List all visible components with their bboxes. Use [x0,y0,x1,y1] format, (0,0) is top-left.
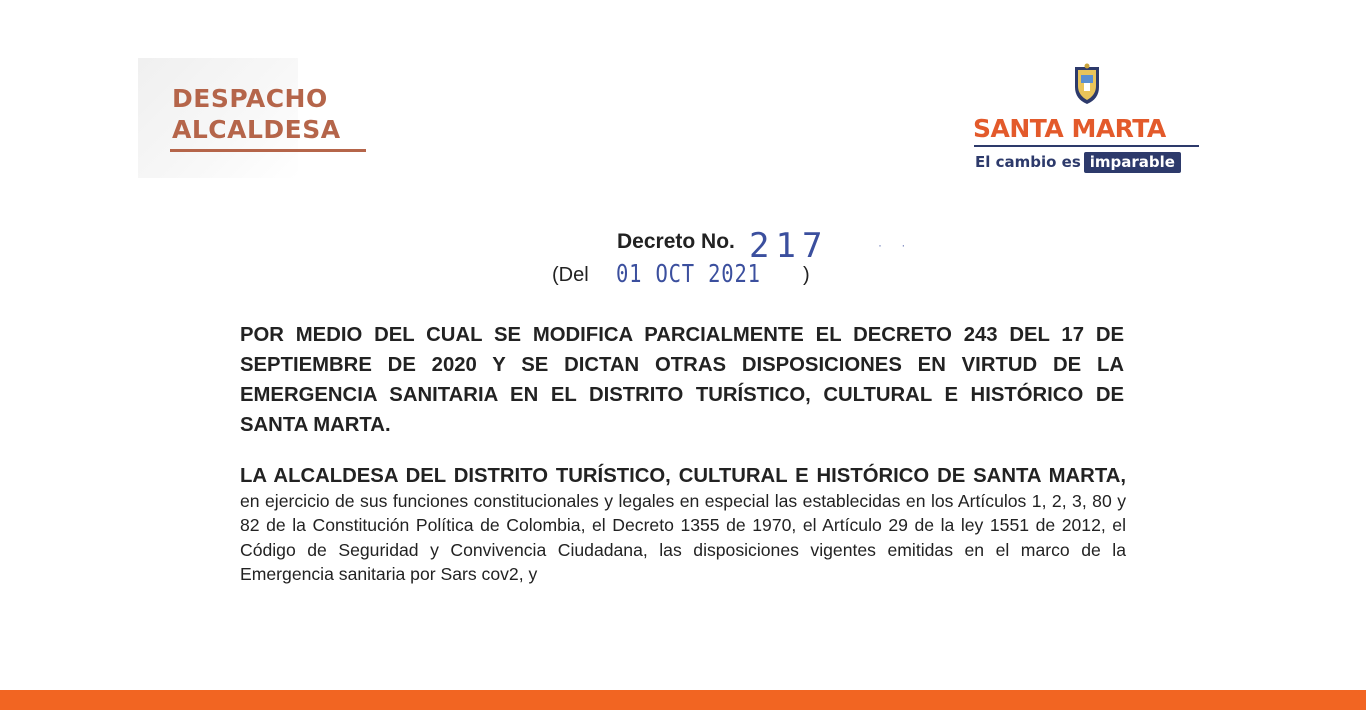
preamble-lead: LA ALCALDESA DEL DISTRITO TURÍSTICO, CULTURAL E HISTÓRICO DE SANTA MARTA, [240,465,1126,487]
city-name: SANTA MARTA [973,114,1166,143]
bottom-accent-bar [0,690,1366,710]
date-suffix: ) [803,264,810,286]
slogan-prefix: El cambio es [975,153,1081,171]
office-title-line2: ALCALDESA [172,115,341,144]
decree-preamble [240,464,1126,587]
city-shield-icon [1072,63,1102,105]
decree-number-stamp: 217 [749,226,829,266]
office-title-line1: DESPACHO [172,84,328,113]
office-title [172,83,341,145]
city-name-rule [974,145,1199,147]
decree-label: Decreto No. [617,230,735,253]
date-stamp: 01 OCT 2021 [616,259,761,288]
slogan-highlight: imparable [1084,152,1181,173]
preamble-body: en ejercicio de sus funciones constitucionales y legales en especial las establecidas en los Artículos 1, 2, 3, 80 y 82 de la Constitución Política de Colombia, el Decreto 1355 de 1970, el Artículo 29 de la ley 1551 de 2012, el Código de Seguridad y Convivencia Ciudadana, las disposiciones vigentes emitidas en el marco de la Emergencia sanitaria por Sars cov2, y [240,490,1126,584]
decree-subject: POR MEDIO DEL CUAL SE MODIFICA PARCIALMENTE EL DECRETO 243 DEL 17 DE SEPTIEMBRE DE 2020 Y SE DICTAN OTRAS DISPOSICIONES EN VIRTUD DE LA EMERGENCIA SANITARIA EN EL DISTRITO TURÍSTICO, CULTURAL E HISTÓRICO DE SANTA MARTA. [240,324,1124,436]
date-prefix: (Del [552,264,589,286]
ink-marks: · · [878,238,914,252]
office-title-underline [170,149,366,152]
city-slogan [975,152,1181,173]
